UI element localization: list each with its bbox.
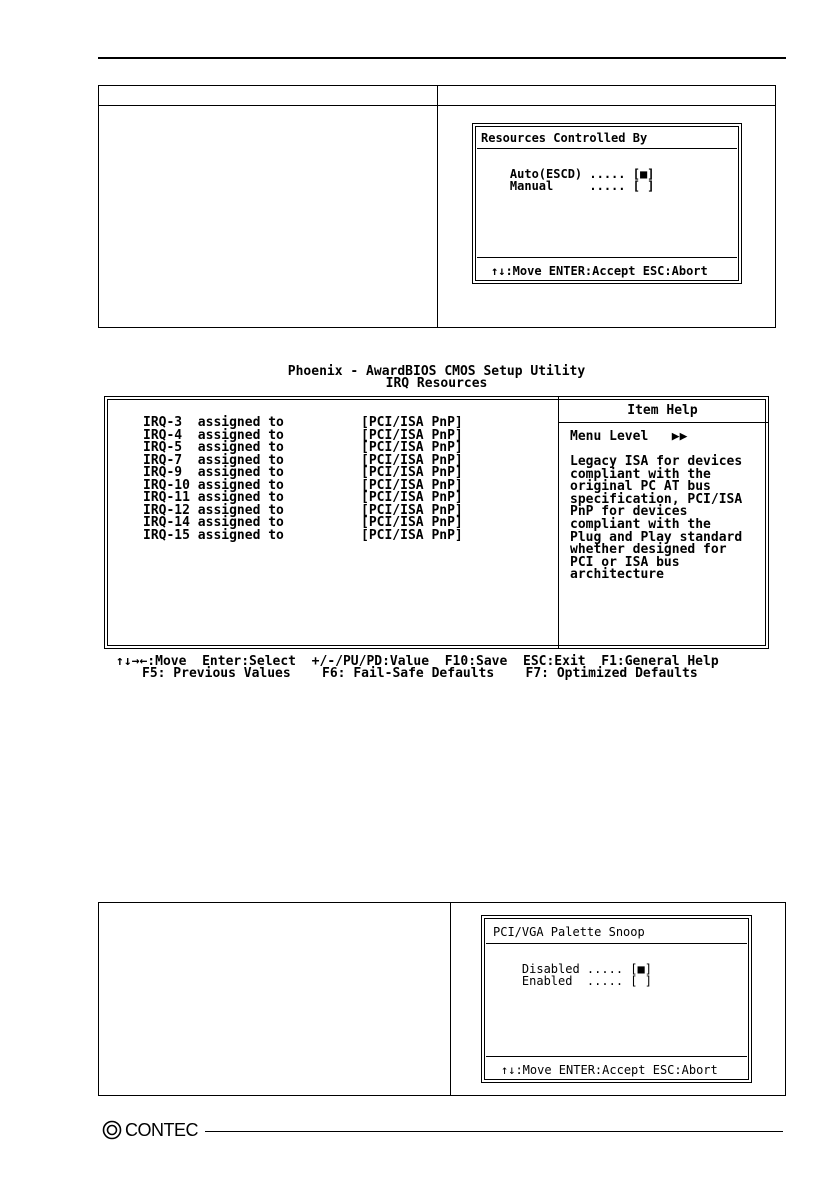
irq-value[interactable]: [PCI/ISA PnP] <box>361 452 463 468</box>
dialog-title-rule <box>486 943 747 944</box>
irq-label: IRQ-7 assigned to <box>143 452 284 468</box>
option-label: Disabled ..... <box>521 962 624 976</box>
footer-rule <box>205 1131 783 1132</box>
pci-vga-palette-snoop-dialog <box>481 915 752 1083</box>
option-enabled[interactable] <box>493 963 652 999</box>
option-checkbox[interactable]: [ ] <box>632 179 655 193</box>
irq-label: IRQ-15 assigned to <box>143 527 284 543</box>
irq-15-row[interactable] <box>143 515 563 543</box>
irq-value[interactable]: [PCI/ISA PnP] <box>361 527 463 543</box>
bios-irq-resources-screen <box>104 396 769 649</box>
item-help-text <box>570 456 770 582</box>
dialog-footer-keys: ↑↓:Move ENTER:Accept ESC:Abort <box>501 1063 718 1077</box>
irq-10-row[interactable] <box>143 465 563 493</box>
dialog-title-rule <box>477 148 737 149</box>
option-label: Manual ..... <box>509 179 626 193</box>
bios-key-legend-line2: F5: Previous Values F6: Fail-Safe Defaults F7: Optimized Defaults <box>142 666 698 681</box>
irq-label: IRQ-9 assigned to <box>143 465 284 480</box>
dialog-footer-rule <box>477 257 737 258</box>
help-line: specification, PCI/ISA <box>570 491 743 507</box>
irq-value[interactable]: [PCI/ISA PnP] <box>361 502 463 518</box>
option-checkbox[interactable]: [■] <box>632 167 655 181</box>
irq-7-row[interactable] <box>143 440 563 468</box>
option-checkbox[interactable]: [ ] <box>630 974 652 988</box>
dialog-footer-keys: ↑↓:Move ENTER:Accept ESC:Abort <box>491 264 708 278</box>
option-label: Enabled ..... <box>521 974 624 988</box>
help-line: whether designed for <box>570 542 727 558</box>
dialog-title: PCI/VGA Palette Snoop <box>493 925 645 939</box>
irq-label: IRQ-10 assigned to <box>143 477 284 493</box>
irq-value[interactable]: [PCI/ISA PnP] <box>361 440 463 455</box>
logo-wordmark: CONTEC <box>125 1119 198 1140</box>
irq-label: IRQ-12 assigned to <box>143 502 284 518</box>
header-rule <box>98 57 786 59</box>
table-column-divider <box>437 86 438 327</box>
bios-key-legend-line1: ↑↓→←:Move Enter:Select +/-/PU/PD:Value F10:Save ESC:Exit F1:General Help <box>116 654 719 669</box>
irq-label: IRQ-3 assigned to <box>143 415 284 430</box>
contec-logo <box>102 1120 198 1140</box>
help-title-rule <box>558 422 768 423</box>
help-line: PCI or ISA bus <box>570 554 680 570</box>
irq-label: IRQ-5 assigned to <box>143 440 284 455</box>
contec-logo-icon <box>102 1120 122 1140</box>
irq-5-row[interactable] <box>143 427 563 455</box>
bios-subtitle: IRQ Resources <box>385 376 488 391</box>
irq-4-row[interactable] <box>143 415 563 443</box>
irq-9-row[interactable] <box>143 452 563 480</box>
irq-12-row[interactable] <box>143 490 563 518</box>
irq-11-row[interactable] <box>143 477 563 505</box>
help-line: Legacy ISA for devices <box>570 454 743 469</box>
irq-label: IRQ-14 assigned to <box>143 515 284 530</box>
option-label: Auto(ESCD) ..... <box>509 167 626 181</box>
irq-value[interactable]: [PCI/ISA PnP] <box>361 465 463 480</box>
bios-title: Phoenix - AwardBIOS CMOS Setup Utility <box>287 364 586 379</box>
option-manual[interactable] <box>481 168 654 204</box>
irq-3-row[interactable] <box>143 405 563 430</box>
help-line: PnP for devices <box>570 504 688 520</box>
irq-value[interactable]: [PCI/ISA PnP] <box>361 427 463 443</box>
help-line: compliant with the <box>570 516 711 532</box>
menu-level: Menu Level ▶▶ <box>570 429 688 444</box>
table-column-divider <box>450 903 451 1095</box>
irq-value[interactable]: [PCI/ISA PnP] <box>361 490 463 505</box>
irq-label: IRQ-11 assigned to <box>143 490 284 505</box>
help-line: architecture <box>570 567 664 583</box>
resources-controlled-by-dialog <box>472 123 742 284</box>
irq-value[interactable]: [PCI/ISA PnP] <box>361 477 463 493</box>
help-line: Plug and Play standard <box>570 529 743 545</box>
irq-value[interactable]: [PCI/ISA PnP] <box>361 515 463 530</box>
help-line: compliant with the <box>570 466 711 482</box>
item-help-title: Item Help <box>627 403 698 418</box>
irq-14-row[interactable] <box>143 502 563 530</box>
irq-label: IRQ-4 assigned to <box>143 427 284 443</box>
irq-value[interactable]: [PCI/ISA PnP] <box>361 415 463 430</box>
help-line: original PC AT bus <box>570 479 711 495</box>
dialog-footer-rule <box>486 1056 747 1057</box>
dialog-title: Resources Controlled By <box>481 131 648 145</box>
option-checkbox[interactable]: [■] <box>630 962 652 976</box>
